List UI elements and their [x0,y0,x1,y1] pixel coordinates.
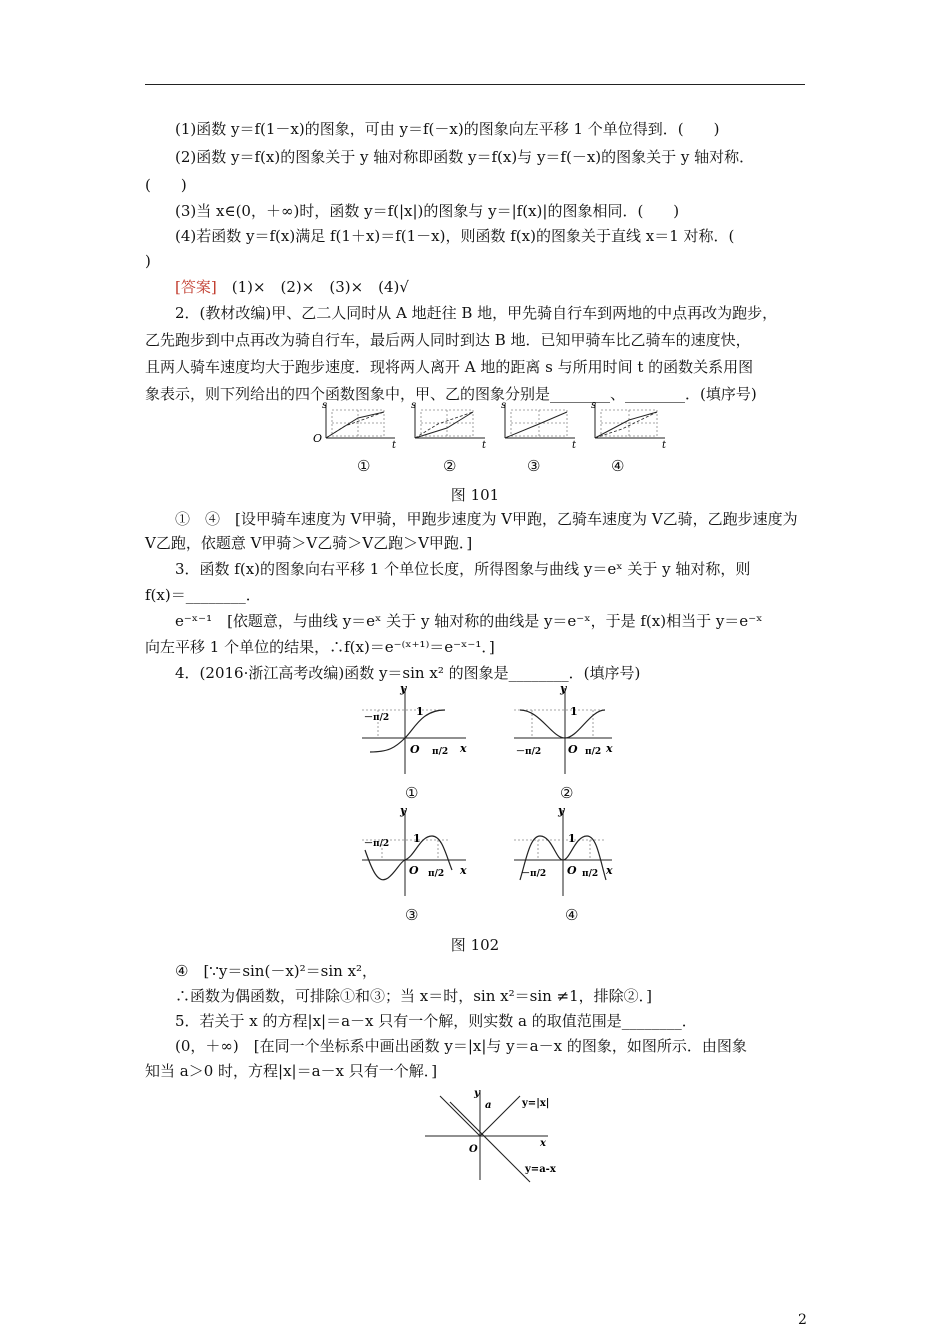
label-neg-pi-half: －π/2 [521,869,547,879]
axis-t: t [482,440,487,451]
q2-line1: 2．(教材改编)甲、乙二人同时从 A 地赶往 B 地，甲先骑自行车到两地的中点再改为跑步， [175,304,778,322]
fig102-label-3: ③ [405,906,419,924]
q1-item3: (3)当 x∈(0，＋∞)时，函数 y＝f(|x|)的图象与 y＝|f(x)|的图象相同．( ) [175,202,680,220]
fig101-label-3: ③ [527,457,541,475]
q1-item4-cont: ) [145,252,151,270]
label-abs: y=|x| [522,1098,550,1109]
sin-graph-1 [362,682,467,774]
axis-x: x [460,742,467,755]
fig102-caption: 图 102 [450,936,500,954]
axis-x: x [606,864,613,877]
sin-graph-3 [362,804,467,896]
q1-item1: (1)函数 y＝f(1－x)的图象，可由 y＝f(－x)的图象向左平移 1 个单位得到．( ) [175,120,720,138]
origin: O [567,864,577,877]
axis-x: x [540,1138,546,1149]
label-pi-half: π/2 [582,869,599,879]
figure-abs [0,1088,950,1198]
header-rule [145,84,805,85]
label-pi-half: π/2 [585,747,602,757]
axis-x: x [606,742,613,755]
q3-line2: f(x)＝________． [145,586,261,604]
label-pi-half: π/2 [428,869,445,879]
q3-answer-line2: 向左平移 1 个单位的结果，∴f(x)＝e⁻⁽ˣ⁺¹⁾＝e⁻ˣ⁻¹．] [145,638,495,656]
q1-item4: (4)若函数 y＝f(x)满足 f(1＋x)＝f(1－x)，则函数 f(x)的图象关于直线 x＝1 对称．( [175,227,735,245]
q1-item2-cont: ( ) [145,176,187,194]
q1-item2: (2)函数 y＝f(x)的图象关于 y 轴对称即函数 y＝f(x)与 y＝f(－x)的图象关于 y 轴对称． [175,148,755,166]
sin-graph-2 [514,682,613,774]
q5-answer-line1: (0，＋∞) [在同一个坐标系中画出函数 y＝|x|与 y＝a－x 的图象，如图所示．由图象 [175,1037,747,1055]
axis-y: y [400,682,407,695]
page-number: 2 [798,1312,807,1328]
label-one: 1 [568,832,576,845]
axis-s: s [322,400,328,411]
fig102-label-4: ④ [565,906,579,924]
label-pi-half: π/2 [432,747,449,757]
label-neg-pi-half: －π/2 [364,713,390,723]
origin: O [313,432,323,445]
q3-line1: 3．函数 f(x)的图象向右平移 1 个单位长度，所得图象与曲线 y＝eˣ 关于 y 轴对称，则 [175,560,751,578]
axis-t: t [392,440,397,451]
q2-line3: 且两人骑车速度均大于跑步速度．现将两人离开 A 地的距离 s 与所用时间 t 的函数关系用图 [145,358,754,376]
q1-answer [175,276,813,298]
label-neg-pi-half: －π/2 [364,839,390,849]
q2-answer-line2: V乙跑，依题意 V甲骑＞V乙骑＞V乙跑＞V甲跑．] [145,534,473,552]
origin: O [469,1144,478,1155]
origin: O [409,864,419,877]
axis-y: y [558,804,565,817]
axis-x: x [460,864,467,877]
q4-answer-line2: ∴函数为偶函数，可排除①和③；当 x＝时，sin x²＝sin ≠1，排除②．] [175,987,653,1005]
graph-4 [591,400,667,451]
axis-s: s [591,400,597,411]
origin: O [410,743,420,756]
axis-s: s [411,400,417,411]
graph-3 [501,400,577,451]
fig101-label-2: ② [443,457,457,475]
graph-1 [313,400,397,451]
q4-line1: 4．(2016·浙江高考改编)函数 y＝sin x² 的图象是________．(填序号) [175,664,641,682]
sin-graph-4 [514,804,613,896]
answer-label: [答案] [175,278,217,296]
axis-y: y [400,804,407,817]
q5-line1: 5．若关于 x 的方程|x|＝a－x 只有一个解，则实数 a 的取值范围是________． [175,1012,697,1030]
label-line: y=a-x [525,1164,556,1175]
q3-answer-line1: e⁻ˣ⁻¹ [依题意，与曲线 y＝eˣ 关于 y 轴对称的曲线是 y＝e⁻ˣ，于是 f(x)相当于 y＝e⁻ˣ [175,612,763,630]
q2-line2: 乙先跑步到中点再改为骑自行车，最后两人同时到达 B 地．已知甲骑车比乙骑车的速度快， [145,331,751,349]
label-one: 1 [570,705,578,718]
axis-t: t [572,440,577,451]
q4-answer-line1: ④ [∵y＝sin(－x)²＝sin x²， [175,962,378,980]
label-neg-pi-half: －π/2 [516,747,542,757]
q2-line4: 象表示，则下列给出的四个函数图象中，甲、乙的图象分别是________、________．(填序号) [145,385,757,403]
q5-answer-line2: 知当 a＞0 时，方程|x|＝a－x 只有一个解．] [145,1062,438,1080]
fig101-label-1: ① [357,457,371,475]
fig102-label-2: ② [560,784,574,802]
fig102-label-1: ① [405,784,419,802]
axis-y: y [474,1088,480,1099]
axis-t: t [662,440,667,451]
answer-text: (1)× (2)× (3)× (4)√ [216,278,409,296]
figure-102 [0,680,950,930]
fig101-caption: 图 101 [450,486,500,504]
origin: O [568,743,578,756]
label-one: 1 [413,832,421,845]
graph-2 [411,400,487,451]
axis-s: s [501,400,507,411]
fig101-label-4: ④ [611,457,625,475]
label-a: a [485,1100,492,1111]
label-one: 1 [416,705,424,718]
q2-answer-line1: ① ④ [设甲骑车速度为 V甲骑，甲跑步速度为 V甲跑，乙骑车速度为 V乙骑，乙跑步速度为 [175,510,798,528]
axis-y: y [560,682,567,695]
figure-101 [0,396,950,456]
